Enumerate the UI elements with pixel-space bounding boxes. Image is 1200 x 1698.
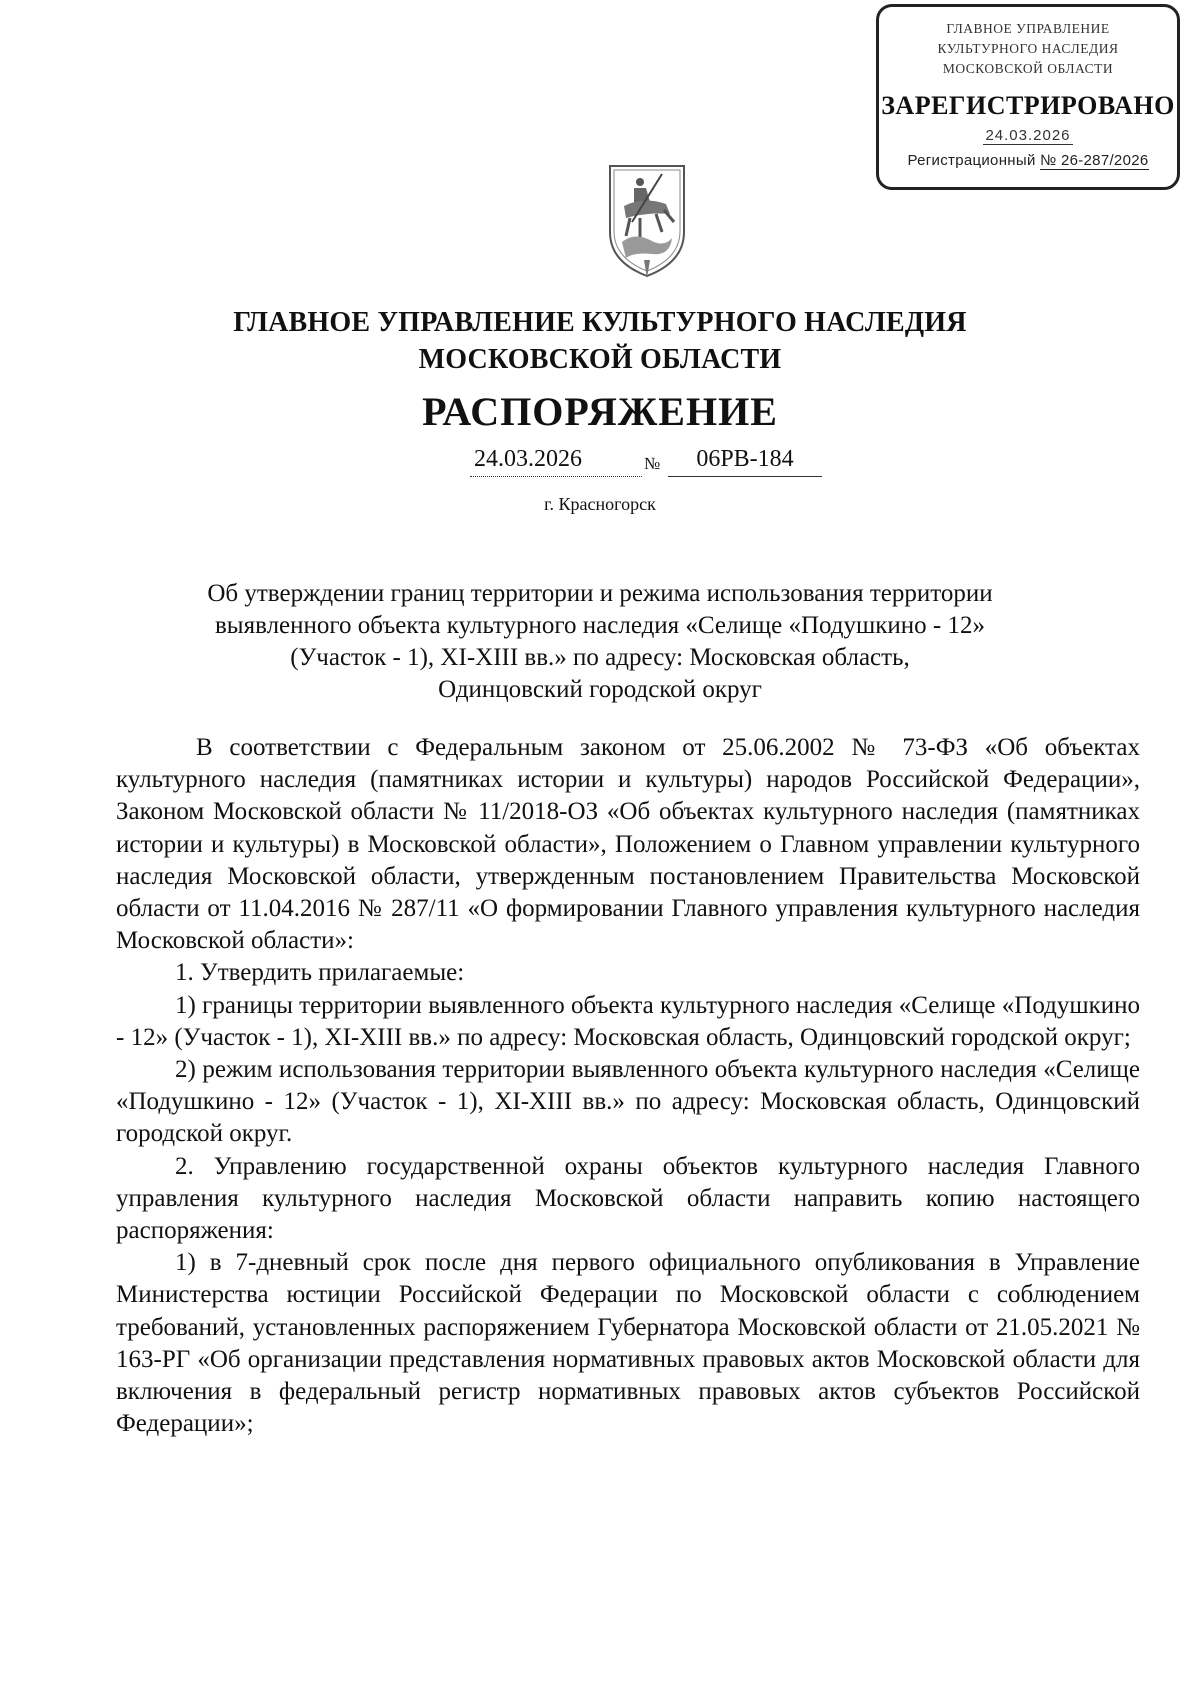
subject-line: (Участок - 1), XI-XIII вв.» по адресу: Московская область,	[290, 644, 910, 671]
authority-line: ГЛАВНОЕ УПРАВЛЕНИЕ КУЛЬТУРНОГО НАСЛЕДИЯ	[233, 307, 967, 338]
document-date: 24.03.2026	[470, 442, 642, 477]
issuing-authority	[0, 304, 1200, 378]
clause-1-2: 2) режим использования территории выявленного объекта культурного наследия «Селище «Подушкино - 12» (Участок - 1), XI-XIII вв.» по адресу: Московская область, Одинцовский городской округ.	[116, 1056, 1140, 1148]
document-subject	[150, 578, 1050, 706]
number-sign: №	[644, 454, 661, 473]
clause-2: 2. Управлению государственной охраны объектов культурного наследия Главного управления культурного наследия Московской области направить копию настоящего распоряжения:	[116, 1152, 1140, 1245]
preamble-paragraph: В соответствии с Федеральным законом от 25.06.2002 № 73-ФЗ «Об объектах культурного наследия (памятниках истории и культуры) народов Российской Федерации», Законом Московской области № 11/2018-ОЗ «Об объектах культурного наследия (памятниках истории и культуры) в Московской области», Положением о Главном управлении культурного наследия Московской области, утвержденным постановлением Правительства Московской области от 11.04.2016 № 287/11 «О формировании Главного управления культурного наследия Московской области»:	[116, 734, 1140, 955]
stamp-date: 24.03.2026	[985, 127, 1071, 144]
subject-line: Одинцовский городской округ	[438, 676, 762, 703]
stamp-org-line: МОСКОВСКОЙ ОБЛАСТИ	[942, 61, 1114, 76]
clause-2-1: 1) в 7-дневный срок после дня первого официального опубликования в Управление Министерства юстиции Российской Федерации по Московской области с соблюдением требований, установленных распоряжением Губернатора Московской области от 21.05.2021 № 163-РГ «Об организации представления нормативных правовых актов Московской области для включения в федеральный регистр нормативных правовых актов субъектов Российской Федерации»;	[116, 1249, 1140, 1438]
clause-1: 1. Утвердить прилагаемые:	[175, 959, 465, 987]
subject-line: выявленного объекта культурного наследия «Селище «Подушкино - 12»	[215, 612, 985, 639]
date-number-line	[0, 442, 1200, 482]
document-number: 06РВ-184	[668, 442, 822, 477]
city: г. Красногорск	[544, 494, 656, 514]
subject-line: Об утверждении границ территории и режима использования территории	[207, 580, 993, 607]
stamp-reg-number: № 26-287/2026	[1040, 152, 1149, 169]
document-type: РАСПОРЯЖЕНИЕ	[422, 389, 778, 434]
registration-stamp	[876, 4, 1180, 190]
stamp-reg-label: Регистрационный	[907, 152, 1036, 169]
stamp-date-row	[879, 127, 1177, 144]
authority-line: МОСКОВСКОЙ ОБЛАСТИ	[418, 344, 782, 375]
stamp-org-line: КУЛЬТУРНОГО НАСЛЕДИЯ	[937, 41, 1119, 56]
stamp-organization	[879, 19, 1177, 79]
stamp-registration-row	[879, 152, 1177, 169]
stamp-org-line: ГЛАВНОЕ УПРАВЛЕНИЕ	[946, 21, 1110, 36]
document-body	[116, 732, 1140, 1440]
stamp-title: ЗАРЕГИСТРИРОВАНО	[881, 91, 1175, 120]
clause-1-1: 1) границы территории выявленного объекта культурного наследия «Селище «Подушкино - 12» (Участок - 1), XI-XIII вв.» по адресу: Московская область, Одинцовский городской округ;	[116, 991, 1140, 1051]
coat-of-arms-icon	[604, 162, 690, 280]
